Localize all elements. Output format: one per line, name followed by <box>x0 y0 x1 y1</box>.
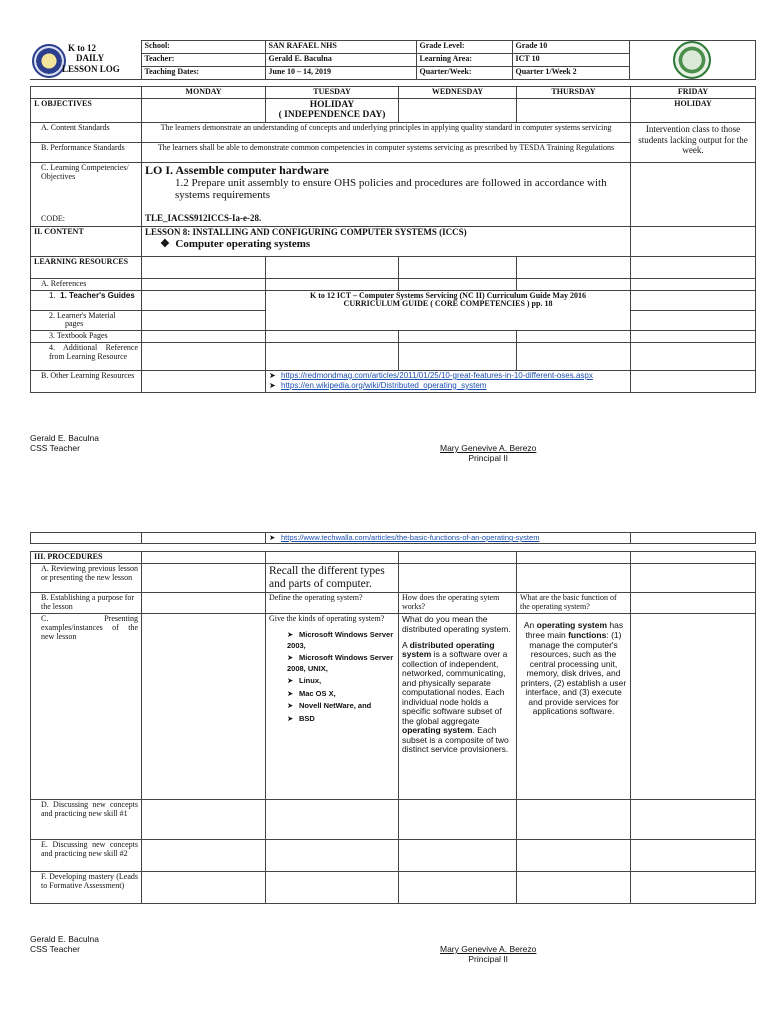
fn-text: : (1) manage the computer's resources, such as the central processing unit, memory, disk drives, and printers, (2) establish a user interface, and (3) execute and provide services for applications software. <box>520 630 627 717</box>
principal-signature-title: Principal II <box>468 452 509 463</box>
arrow-bullet-icon: ➤ <box>287 713 294 723</box>
principal-signature-block-2 <box>440 945 536 965</box>
presenting-examples-label: C. Presenting examples/instances of the new lesson <box>31 614 142 800</box>
tuesday-holiday <box>266 98 399 122</box>
teacher-signature-name: Gerald E. Baculna <box>30 934 99 944</box>
topic-line <box>145 238 627 250</box>
quarter-value: Quarter 1/Week 2 <box>512 67 629 80</box>
competency-code: TLE_IACSS912ICCS-Ia-e-28. <box>145 212 262 223</box>
purpose-thursday: What are the basic function of the operating system? <box>517 593 631 614</box>
reviewing-lesson-label: A. Reviewing previous lesson or presenting the new lesson <box>31 564 142 593</box>
purpose-wednesday: How does the operating sytem works? <box>399 593 517 614</box>
os-list <box>269 630 395 724</box>
dll-title-line2: DAILY <box>76 53 105 64</box>
teacher-signature-title: CSS Teacher <box>30 943 80 954</box>
procedures-heading: III. PROCEDURES <box>31 552 142 564</box>
lesson-title: LESSON 8: INSTALLING AND CONFIGURING COMPUTER SYSTEMS (ICCS) <box>145 226 467 237</box>
curriculum-guide <box>266 290 631 331</box>
arrow-bullet-icon: ➤ <box>269 380 276 390</box>
references-label: A. References <box>31 278 142 290</box>
def-text: A <box>402 639 410 650</box>
arrow-bullet-icon: ➤ <box>287 688 294 698</box>
teacher-signature-title: CSS Teacher <box>30 442 80 453</box>
learning-competencies-content <box>142 162 631 226</box>
other-resources-links <box>266 370 631 392</box>
recall-activity: Recall the different types and parts of computer. <box>266 564 399 593</box>
arrow-bullet-icon: ➤ <box>287 701 294 711</box>
area-value: ICT 10 <box>512 54 629 67</box>
def-term: operating system <box>402 725 473 736</box>
os-item: Linux, <box>299 676 322 686</box>
kinds-of-os-question: Give the kinds of operating system? <box>269 614 385 624</box>
procedures-table <box>30 532 756 904</box>
teachers-guides-text: 1. Teacher's Guides <box>60 290 135 300</box>
arrow-bullet-icon: ➤ <box>287 676 294 686</box>
developing-mastery-label: F. Developing mastery (Leads to Formative Assessment) <box>31 872 142 904</box>
lo-subtitle: 1.2 Prepare unit assembly to ensure OHS policies and procedures are followed in accordance with systems requirements <box>175 176 607 202</box>
dll-title-cell <box>30 41 141 80</box>
day-monday: MONDAY <box>142 87 266 99</box>
os-item: Novell NetWare, and <box>299 701 372 711</box>
learning-competencies-label: C. Learning Competencies/ Objectives <box>41 162 129 181</box>
arrow-bullet-icon: ➤ <box>269 533 276 542</box>
resource-link-techwalla[interactable]: https://www.techwalla.com/articles/the-basic-functions-of-an-operating-system <box>281 533 540 542</box>
os-item: Microsoft Windows Server 2008, UNIX, <box>287 653 394 673</box>
objectives-heading: I. OBJECTIVES <box>31 98 142 122</box>
header-table <box>30 40 756 80</box>
quarter-label: Quarter/Week: <box>416 67 512 80</box>
curriculum-line1: K to 12 ICT – Computer Systems Servicing (NC II) Curriculum Guide May 2016 <box>310 290 586 300</box>
distributed-os-definition <box>402 641 513 755</box>
grade-label: Grade Level: <box>416 41 512 54</box>
deped-logo-icon <box>32 44 66 78</box>
lo-title: LO I. Assemble computer hardware <box>145 162 329 177</box>
fn-text: An <box>523 620 537 631</box>
holiday-reason: ( INDEPENDENCE DAY) <box>278 110 386 121</box>
arrow-bullet-icon: ➤ <box>269 370 276 380</box>
grade-value: Grade 10 <box>512 41 629 54</box>
friday-intervention-note: Intervention class to those students lacking output for the week. <box>631 122 756 162</box>
teacher-signature-block <box>30 434 99 454</box>
def-text: is a software over a collection of independent, networked, communicating, and physically separate computational nodes. Each individual node holds a specific software subset of the global aggregate <box>402 649 508 726</box>
discussing-skill2-label: E. Discussing new concepts and practicing new skill #2 <box>31 840 142 872</box>
teacher-signature-name: Gerald E. Baculna <box>30 433 99 443</box>
additional-reference-label: 4. Additional Reference from Learning Resource <box>31 342 142 370</box>
discussing-skill1-label: D. Discussing new concepts and practicing new skill #1 <box>31 800 142 840</box>
topic-title: Computer operating systems <box>175 237 311 250</box>
day-thursday: THURSDAY <box>517 87 631 99</box>
os-item: BSD <box>299 713 315 723</box>
teacher-label: Teacher: <box>141 54 265 67</box>
school-seal-icon <box>673 41 711 79</box>
learners-material-pages: pages <box>65 319 84 329</box>
content-cell <box>142 226 631 256</box>
content-heading: II. CONTENT <box>31 226 142 256</box>
dates-value: June 10 – 14, 2019 <box>265 67 416 80</box>
holiday-label: HOLIDAY <box>309 99 355 110</box>
def-text: . Each subset is a composite of two distinct service provisioners. <box>402 725 509 755</box>
school-value: SAN RAFAEL NHS <box>265 41 416 54</box>
teachers-guides-label: 1. 1. Teacher's Guides <box>31 290 142 310</box>
def-term: distributed operating system <box>402 639 495 660</box>
content-standards-label: A. Content Standards <box>31 122 142 142</box>
os-functions-cell <box>517 614 631 800</box>
kinds-of-os-cell <box>266 614 399 800</box>
learning-competencies-cell <box>31 162 142 226</box>
learning-resources-heading: LEARNING RESOURCES <box>31 256 142 278</box>
friday-holiday: HOLIDAY <box>631 98 756 122</box>
diamond-bullet-icon: ❖ <box>160 237 176 250</box>
dll-title-line3: LESSON LOG <box>62 64 120 75</box>
establishing-purpose-label: B. Establishing a purpose for the lesson <box>31 593 142 614</box>
fn-term: operating system <box>536 620 608 631</box>
arrow-bullet-icon: ➤ <box>287 653 294 663</box>
arrow-bullet-icon: ➤ <box>287 630 294 640</box>
fn-text: has three main <box>525 620 624 640</box>
dates-label: Teaching Dates: <box>141 67 265 80</box>
os-functions-text <box>520 621 627 716</box>
textbook-pages-label: 3. Textbook Pages <box>31 331 142 343</box>
fn-term: functions <box>568 630 607 640</box>
other-resources-label: B. Other Learning Resources <box>31 370 142 392</box>
purpose-tuesday: Define the operating system? <box>266 593 399 614</box>
os-item: Microsoft Windows Server 2003, <box>287 630 394 650</box>
os-item: Mac OS X, <box>299 688 336 698</box>
performance-standards-text: The learners shall be able to demonstrate common competencies in computer systems servicing as prescribed by TESDA Training Regulations <box>142 142 631 162</box>
resource-link-redmondmag[interactable]: https://redmondmag.com/articles/2011/01/25/10-great-features-in-10-different-oses.aspx <box>281 370 593 380</box>
distributed-os-cell <box>399 614 517 800</box>
principal-signature-title: Principal II <box>468 953 509 964</box>
content-standards-text: The learners demonstrate an understanding of concepts and underlying principles in applying quality standard in computer systems servicing <box>142 122 631 142</box>
learners-material-label <box>31 310 142 331</box>
teacher-value: Gerald E. Baculna <box>265 54 416 67</box>
day-tuesday: TUESDAY <box>266 87 399 99</box>
principal-signature-name: Mary Genevive A. Berezo <box>440 443 537 453</box>
objectives-table <box>30 86 756 393</box>
area-label: Learning Area: <box>416 54 512 67</box>
day-wednesday: WEDNESDAY <box>399 87 517 99</box>
distributed-os-question: What do you mean the distributed operating system. <box>402 614 511 634</box>
resource-link-wikipedia[interactable]: https://en.wikipedia.org/wiki/Distributed_operating_system <box>281 380 487 390</box>
seal-cell <box>629 41 755 80</box>
dll-title-line1: K to 12 <box>68 42 96 53</box>
performance-standards-label: B. Performance Standards <box>31 142 142 162</box>
curriculum-line2: CURRICULUM GUIDE ( CORE COMPETENCIES ) pp. 18 <box>343 299 553 309</box>
code-label: CODE: <box>41 214 65 223</box>
techwalla-link-cell <box>266 533 631 544</box>
principal-signature-name: Mary Genevive A. Berezo <box>440 944 537 954</box>
day-friday: FRIDAY <box>631 87 756 99</box>
learners-material-text: 2. Learner's Material <box>49 310 116 320</box>
teacher-signature-block-2 <box>30 935 99 955</box>
school-label: School: <box>141 41 265 54</box>
principal-signature-block <box>440 444 536 464</box>
